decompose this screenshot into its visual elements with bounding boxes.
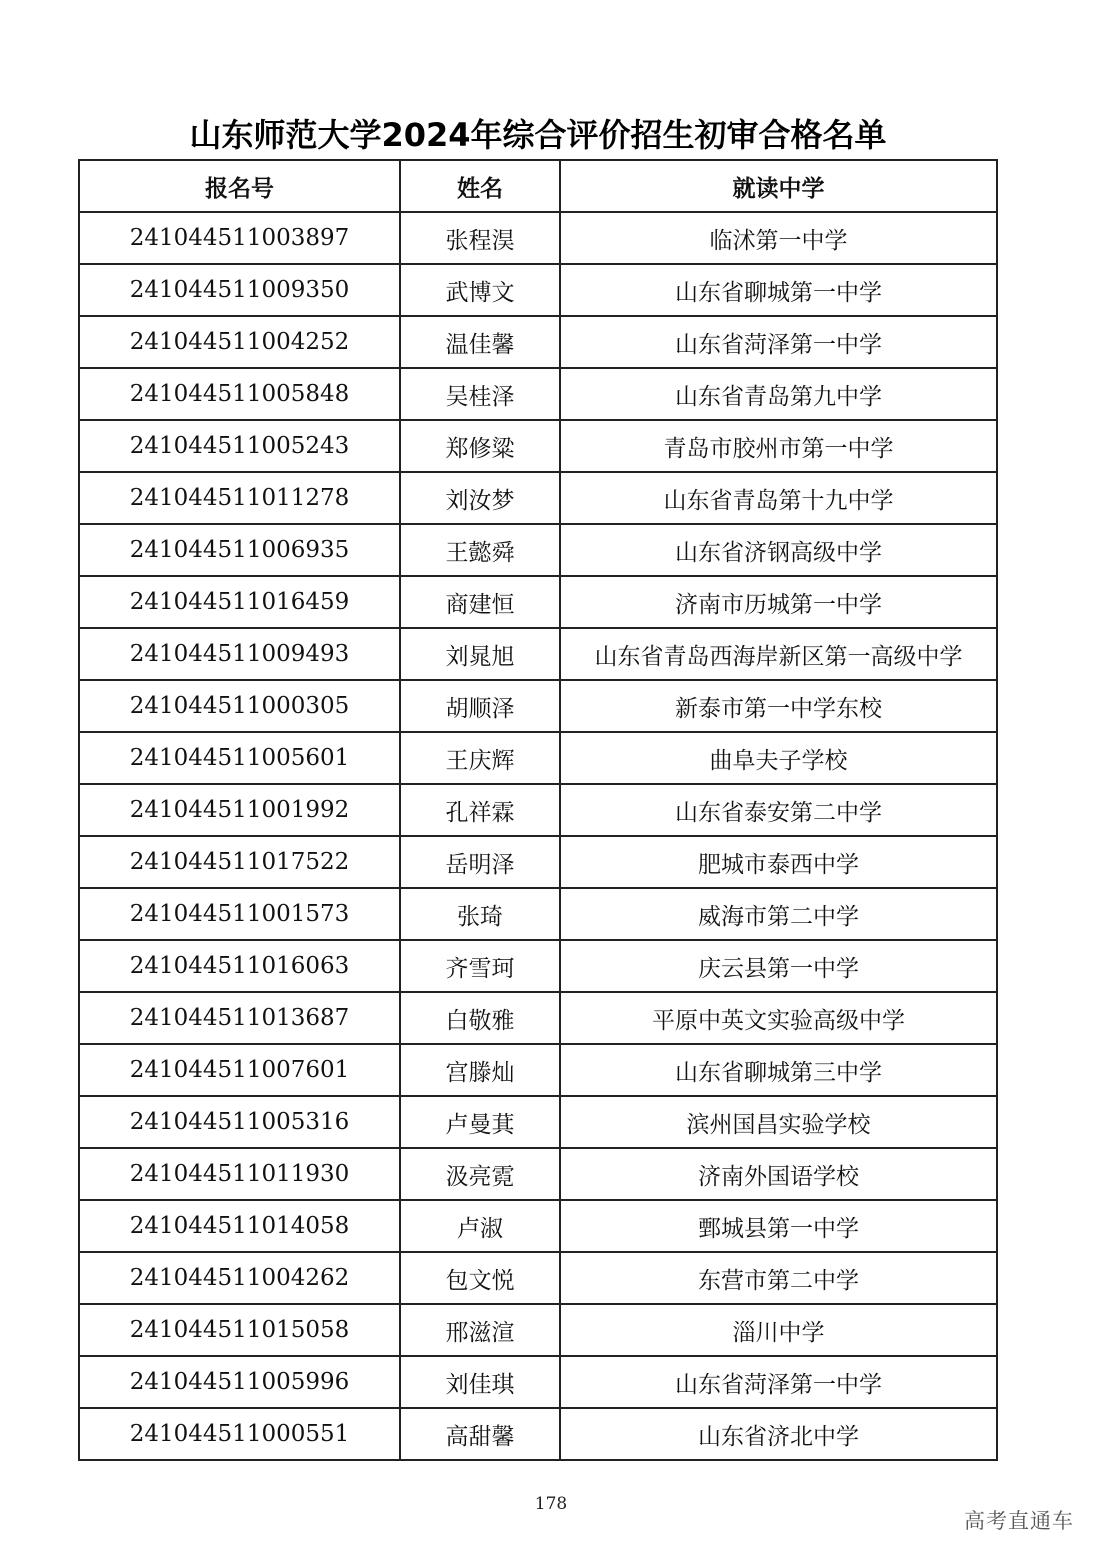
table-row [79, 1252, 997, 1304]
registration-number-cell: 241044511000305 [79, 680, 400, 732]
school-cell: 山东省济北中学 [560, 1408, 997, 1460]
table-row [79, 1200, 997, 1252]
student-name-cell: 宫滕灿 [400, 1044, 560, 1096]
table-row [79, 368, 997, 420]
student-name-cell: 刘晁旭 [400, 628, 560, 680]
table-header-row [79, 160, 997, 212]
registration-number-cell: 241044511004252 [79, 316, 400, 368]
student-name-cell: 吴桂泽 [400, 368, 560, 420]
table-row [79, 1408, 997, 1460]
table-row [79, 940, 997, 992]
student-name-cell: 岳明泽 [400, 836, 560, 888]
student-name-cell: 孔祥霖 [400, 784, 560, 836]
school-cell: 山东省青岛西海岸新区第一高级中学 [560, 628, 997, 680]
table-row [79, 1044, 997, 1096]
student-name-cell: 高甜馨 [400, 1408, 560, 1460]
student-name-cell: 商建恒 [400, 576, 560, 628]
school-cell: 曲阜夫子学校 [560, 732, 997, 784]
registration-number-cell: 241044511000551 [79, 1408, 400, 1460]
registration-number-cell: 241044511001992 [79, 784, 400, 836]
registration-number-cell: 241044511011278 [79, 472, 400, 524]
table-row [79, 680, 997, 732]
table-row [79, 992, 997, 1044]
table-row [79, 576, 997, 628]
registration-number-cell: 241044511005316 [79, 1096, 400, 1148]
school-cell: 淄川中学 [560, 1304, 997, 1356]
header-name: 姓名 [400, 160, 560, 212]
table-row [79, 628, 997, 680]
student-name-cell: 包文悦 [400, 1252, 560, 1304]
student-name-cell: 武博文 [400, 264, 560, 316]
school-cell: 山东省青岛第十九中学 [560, 472, 997, 524]
registration-number-cell: 241044511016063 [79, 940, 400, 992]
school-cell: 山东省聊城第三中学 [560, 1044, 997, 1096]
table-body [79, 212, 997, 1460]
school-cell: 济南外国语学校 [560, 1148, 997, 1200]
school-cell: 临沭第一中学 [560, 212, 997, 264]
table-row [79, 524, 997, 576]
registration-number-cell: 241044511006935 [79, 524, 400, 576]
school-cell: 肥城市泰西中学 [560, 836, 997, 888]
registration-number-cell: 241044511007601 [79, 1044, 400, 1096]
registration-number-cell: 241044511005996 [79, 1356, 400, 1408]
header-school: 就读中学 [560, 160, 997, 212]
table-row [79, 472, 997, 524]
school-cell: 滨州国昌实验学校 [560, 1096, 997, 1148]
student-name-cell: 郑修粱 [400, 420, 560, 472]
registration-number-cell: 241044511015058 [79, 1304, 400, 1356]
registration-number-cell: 241044511009350 [79, 264, 400, 316]
school-cell: 鄄城县第一中学 [560, 1200, 997, 1252]
registration-number-cell: 241044511009493 [79, 628, 400, 680]
student-name-cell: 胡顺泽 [400, 680, 560, 732]
school-cell: 威海市第二中学 [560, 888, 997, 940]
student-name-cell: 王懿舜 [400, 524, 560, 576]
school-cell: 东营市第二中学 [560, 1252, 997, 1304]
student-name-cell: 齐雪珂 [400, 940, 560, 992]
watermark-text: 高考直通车 [964, 1509, 1074, 1533]
document-title: 山东师范大学2024年综合评价招生初审合格名单 [189, 116, 887, 154]
school-cell: 济南市历城第一中学 [560, 576, 997, 628]
registration-number-cell: 241044511011930 [79, 1148, 400, 1200]
admission-list-table [78, 159, 998, 1461]
table-row [79, 420, 997, 472]
table-row [79, 264, 997, 316]
student-name-cell: 张程淏 [400, 212, 560, 264]
table-row [79, 888, 997, 940]
school-cell: 山东省青岛第九中学 [560, 368, 997, 420]
registration-number-cell: 241044511005601 [79, 732, 400, 784]
registration-number-cell: 241044511001573 [79, 888, 400, 940]
school-cell: 山东省济钢高级中学 [560, 524, 997, 576]
registration-number-cell: 241044511005243 [79, 420, 400, 472]
student-name-cell: 卢曼萁 [400, 1096, 560, 1148]
registration-number-cell: 241044511014058 [79, 1200, 400, 1252]
table-row [79, 212, 997, 264]
school-cell: 山东省聊城第一中学 [560, 264, 997, 316]
student-name-cell: 刘汝梦 [400, 472, 560, 524]
table-row [79, 1304, 997, 1356]
table-row [79, 732, 997, 784]
school-cell: 新泰市第一中学东校 [560, 680, 997, 732]
page-number: 178 [534, 1494, 568, 1514]
school-cell: 山东省菏泽第一中学 [560, 316, 997, 368]
student-name-cell: 卢淑 [400, 1200, 560, 1252]
registration-number-cell: 241044511016459 [79, 576, 400, 628]
table-row [79, 316, 997, 368]
registration-number-cell: 241044511003897 [79, 212, 400, 264]
student-name-cell: 汲亮霓 [400, 1148, 560, 1200]
registration-number-cell: 241044511005848 [79, 368, 400, 420]
student-name-cell: 王庆辉 [400, 732, 560, 784]
student-name-cell: 张琦 [400, 888, 560, 940]
header-registration-number: 报名号 [79, 160, 400, 212]
registration-number-cell: 241044511017522 [79, 836, 400, 888]
school-cell: 庆云县第一中学 [560, 940, 997, 992]
registration-number-cell: 241044511004262 [79, 1252, 400, 1304]
school-cell: 青岛市胶州市第一中学 [560, 420, 997, 472]
school-cell: 山东省泰安第二中学 [560, 784, 997, 836]
school-cell: 山东省菏泽第一中学 [560, 1356, 997, 1408]
student-name-cell: 温佳馨 [400, 316, 560, 368]
table-row [79, 1096, 997, 1148]
table-row [79, 836, 997, 888]
table-row [79, 1148, 997, 1200]
student-name-cell: 白敬雅 [400, 992, 560, 1044]
school-cell: 平原中英文实验高级中学 [560, 992, 997, 1044]
student-name-cell: 邢滋渲 [400, 1304, 560, 1356]
table-row [79, 1356, 997, 1408]
student-name-cell: 刘佳琪 [400, 1356, 560, 1408]
table-row [79, 784, 997, 836]
registration-number-cell: 241044511013687 [79, 992, 400, 1044]
